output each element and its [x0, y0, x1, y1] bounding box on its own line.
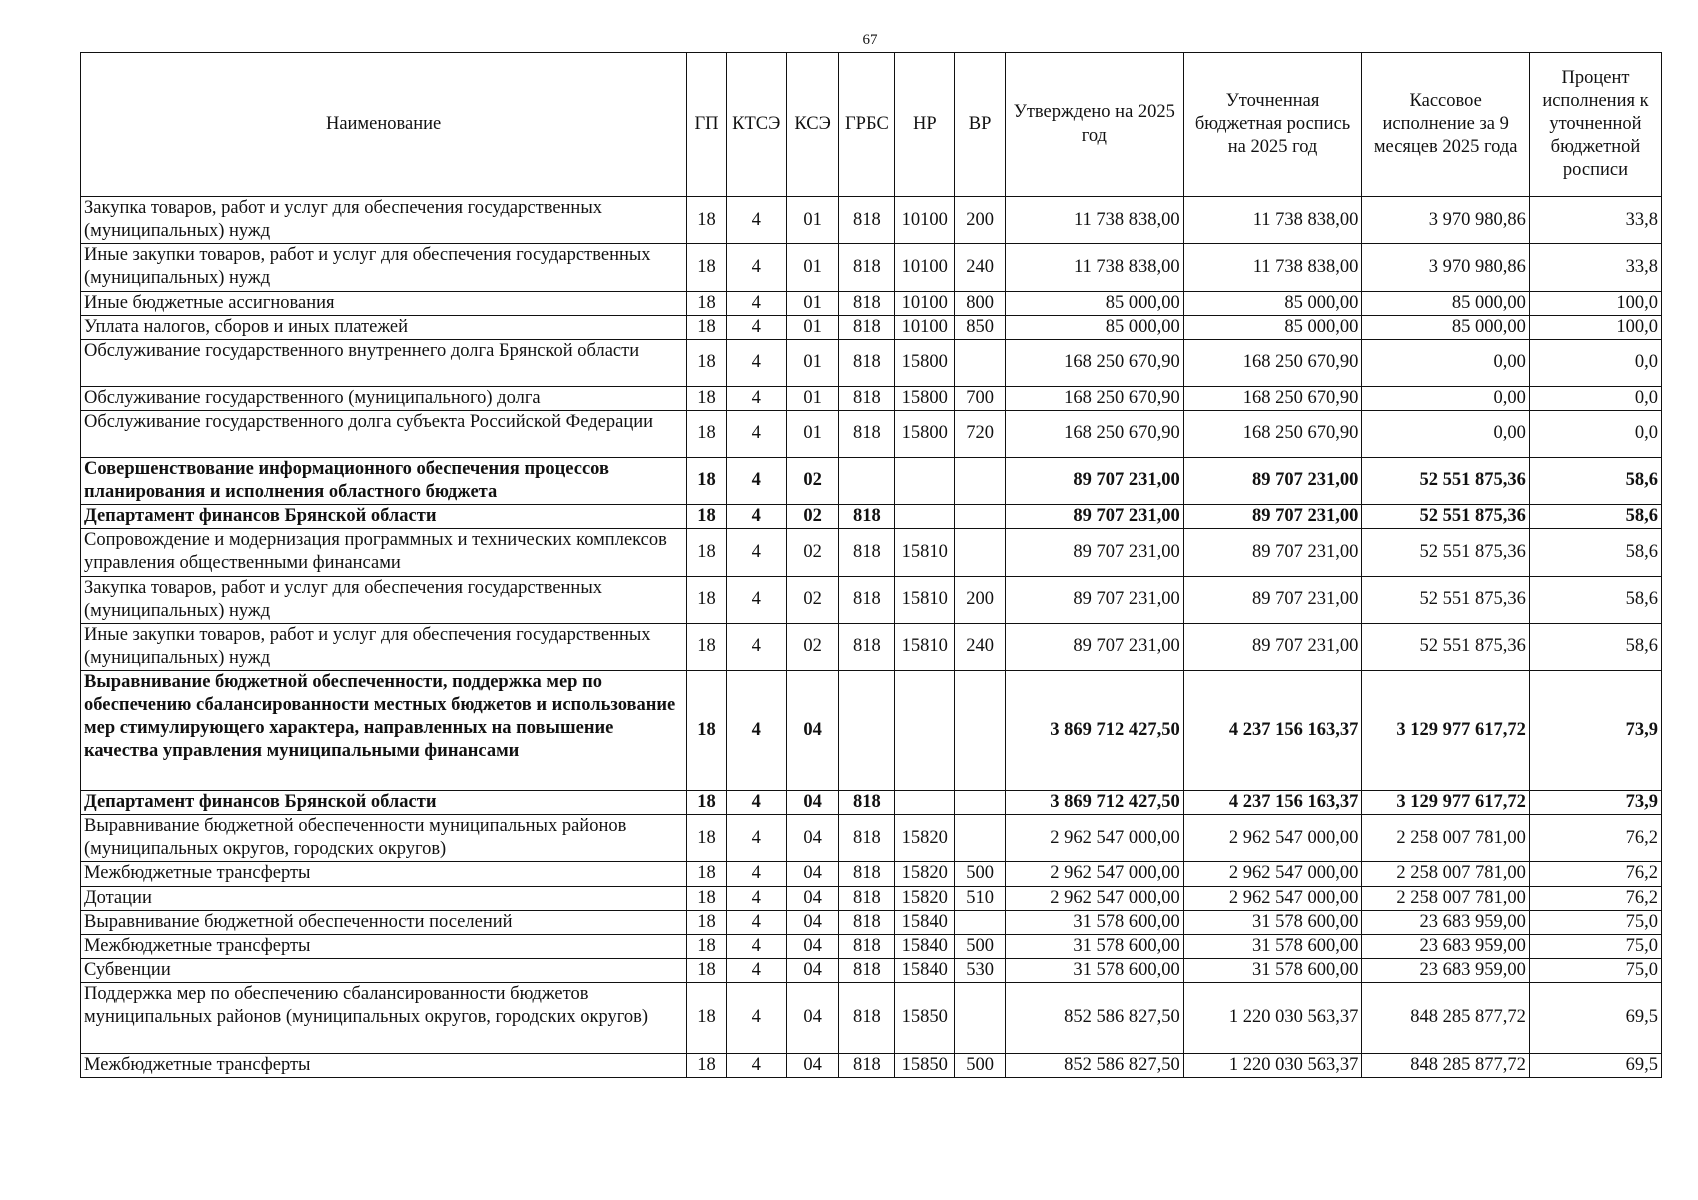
cell-kse: 02	[786, 623, 839, 670]
cell-name: Межбюджетные трансферты	[81, 934, 687, 958]
cell-cash: 848 285 877,72	[1362, 983, 1530, 1054]
cell-grbs: 818	[839, 291, 895, 315]
cell-cash: 2 258 007 781,00	[1362, 815, 1530, 862]
cell-name: Выравнивание бюджетной обеспеченности поселений	[81, 910, 687, 934]
cell-vr	[955, 815, 1006, 862]
cell-refined: 2 962 547 000,00	[1183, 886, 1362, 910]
cell-gp: 18	[687, 529, 727, 576]
cell-vr: 850	[955, 315, 1006, 339]
cell-grbs: 818	[839, 1054, 895, 1078]
cell-kse: 04	[786, 815, 839, 862]
cell-approved: 31 578 600,00	[1006, 934, 1184, 958]
cell-name: Закупка товаров, работ и услуг для обеспечения государственных (муниципальных) нужд	[81, 197, 687, 244]
cell-percent: 75,0	[1529, 910, 1661, 934]
column-header-np: НР	[895, 53, 955, 197]
cell-percent: 76,2	[1529, 862, 1661, 886]
cell-grbs	[839, 457, 895, 504]
cell-ktse: 4	[726, 505, 786, 529]
cell-approved: 2 962 547 000,00	[1006, 815, 1184, 862]
cell-percent: 76,2	[1529, 815, 1661, 862]
cell-kse: 01	[786, 197, 839, 244]
cell-name: Обслуживание государственного (муниципального) долга	[81, 386, 687, 410]
cell-name: Обслуживание государственного долга субъекта Российской Федерации	[81, 410, 687, 457]
cell-ktse: 4	[726, 529, 786, 576]
cell-percent: 73,9	[1529, 671, 1661, 791]
cell-name: Выравнивание бюджетной обеспеченности муниципальных районов (муниципальных округов, городских округов)	[81, 815, 687, 862]
cell-gp: 18	[687, 576, 727, 623]
cell-cash: 3 129 977 617,72	[1362, 791, 1530, 815]
cell-np: 15800	[895, 339, 955, 386]
cell-vr	[955, 671, 1006, 791]
cell-kse: 01	[786, 315, 839, 339]
cell-percent: 58,6	[1529, 529, 1661, 576]
table-row	[81, 983, 1662, 1054]
cell-kse: 02	[786, 457, 839, 504]
cell-gp: 18	[687, 886, 727, 910]
cell-gp: 18	[687, 457, 727, 504]
cell-gp: 18	[687, 671, 727, 791]
table-header-row	[81, 53, 1662, 197]
cell-np: 15800	[895, 386, 955, 410]
cell-np: 15840	[895, 958, 955, 982]
cell-cash: 85 000,00	[1362, 291, 1530, 315]
cell-gp: 18	[687, 815, 727, 862]
cell-cash: 52 551 875,36	[1362, 505, 1530, 529]
cell-cash: 3 129 977 617,72	[1362, 671, 1530, 791]
cell-ktse: 4	[726, 934, 786, 958]
cell-grbs: 818	[839, 315, 895, 339]
cell-approved: 89 707 231,00	[1006, 576, 1184, 623]
cell-name: Поддержка мер по обеспечению сбалансированности бюджетов муниципальных районов (муниципальных округов, городских округов)	[81, 983, 687, 1054]
column-header-percent: Процент исполнения к уточненной бюджетной росписи	[1529, 53, 1661, 197]
cell-kse: 04	[786, 934, 839, 958]
cell-ktse: 4	[726, 410, 786, 457]
cell-grbs	[839, 671, 895, 791]
cell-np: 10100	[895, 315, 955, 339]
cell-gp: 18	[687, 862, 727, 886]
cell-refined: 89 707 231,00	[1183, 576, 1362, 623]
cell-refined: 11 738 838,00	[1183, 197, 1362, 244]
table-row	[81, 529, 1662, 576]
cell-cash: 0,00	[1362, 339, 1530, 386]
table-row	[81, 291, 1662, 315]
cell-vr: 530	[955, 958, 1006, 982]
cell-grbs: 818	[839, 623, 895, 670]
cell-ktse: 4	[726, 576, 786, 623]
cell-refined: 89 707 231,00	[1183, 529, 1362, 576]
cell-grbs: 818	[839, 197, 895, 244]
cell-refined: 4 237 156 163,37	[1183, 671, 1362, 791]
table-row	[81, 934, 1662, 958]
table-row	[81, 315, 1662, 339]
cell-cash: 3 970 980,86	[1362, 244, 1530, 291]
cell-ktse: 4	[726, 862, 786, 886]
cell-kse: 04	[786, 983, 839, 1054]
cell-np: 15820	[895, 886, 955, 910]
cell-vr	[955, 910, 1006, 934]
column-header-refined: Уточненная бюджетная роспись на 2025 год	[1183, 53, 1362, 197]
cell-percent: 75,0	[1529, 934, 1661, 958]
page-number: 67	[862, 32, 878, 48]
cell-grbs: 818	[839, 934, 895, 958]
cell-ktse: 4	[726, 386, 786, 410]
cell-name: Дотации	[81, 886, 687, 910]
column-header-cash: Кассовое исполнение за 9 месяцев 2025 года	[1362, 53, 1530, 197]
cell-kse: 01	[786, 386, 839, 410]
cell-name: Уплата налогов, сборов и иных платежей	[81, 315, 687, 339]
cell-cash: 52 551 875,36	[1362, 529, 1530, 576]
cell-gp: 18	[687, 791, 727, 815]
cell-approved: 89 707 231,00	[1006, 529, 1184, 576]
cell-np: 15820	[895, 815, 955, 862]
cell-approved: 89 707 231,00	[1006, 623, 1184, 670]
cell-ktse: 4	[726, 910, 786, 934]
cell-refined: 4 237 156 163,37	[1183, 791, 1362, 815]
cell-ktse: 4	[726, 623, 786, 670]
cell-approved: 3 869 712 427,50	[1006, 791, 1184, 815]
column-header-name: Наименование	[81, 53, 687, 197]
cell-cash: 52 551 875,36	[1362, 457, 1530, 504]
cell-approved: 168 250 670,90	[1006, 410, 1184, 457]
cell-cash: 848 285 877,72	[1362, 1054, 1530, 1078]
cell-kse: 02	[786, 576, 839, 623]
cell-name: Совершенствование информационного обеспечения процессов планирования и исполнения областного бюджета	[81, 457, 687, 504]
cell-grbs: 818	[839, 244, 895, 291]
cell-ktse: 4	[726, 886, 786, 910]
cell-kse: 04	[786, 886, 839, 910]
cell-vr: 800	[955, 291, 1006, 315]
cell-ktse: 4	[726, 671, 786, 791]
cell-cash: 85 000,00	[1362, 315, 1530, 339]
column-header-approved: Утверждено на 2025 год	[1006, 53, 1184, 197]
cell-grbs: 818	[839, 505, 895, 529]
cell-np: 15810	[895, 576, 955, 623]
cell-grbs: 818	[839, 339, 895, 386]
cell-approved: 2 962 547 000,00	[1006, 886, 1184, 910]
cell-percent: 33,8	[1529, 197, 1661, 244]
cell-gp: 18	[687, 505, 727, 529]
column-header-grbs: ГРБС	[839, 53, 895, 197]
cell-approved: 31 578 600,00	[1006, 910, 1184, 934]
cell-vr	[955, 505, 1006, 529]
cell-grbs: 818	[839, 983, 895, 1054]
cell-percent: 58,6	[1529, 576, 1661, 623]
cell-kse: 04	[786, 1054, 839, 1078]
table-row	[81, 386, 1662, 410]
cell-grbs: 818	[839, 862, 895, 886]
cell-refined: 11 738 838,00	[1183, 244, 1362, 291]
cell-vr: 200	[955, 576, 1006, 623]
cell-kse: 04	[786, 671, 839, 791]
cell-refined: 31 578 600,00	[1183, 910, 1362, 934]
cell-kse: 04	[786, 910, 839, 934]
cell-approved: 89 707 231,00	[1006, 457, 1184, 504]
cell-np	[895, 671, 955, 791]
cell-grbs: 818	[839, 529, 895, 576]
column-header-ktse: КТСЭ	[726, 53, 786, 197]
cell-np: 15810	[895, 529, 955, 576]
cell-refined: 168 250 670,90	[1183, 386, 1362, 410]
cell-refined: 89 707 231,00	[1183, 505, 1362, 529]
cell-cash: 2 258 007 781,00	[1362, 862, 1530, 886]
cell-np: 15810	[895, 623, 955, 670]
cell-vr	[955, 791, 1006, 815]
cell-vr	[955, 339, 1006, 386]
cell-percent: 0,0	[1529, 410, 1661, 457]
cell-vr: 240	[955, 244, 1006, 291]
cell-name: Межбюджетные трансферты	[81, 1054, 687, 1078]
cell-grbs: 818	[839, 410, 895, 457]
cell-approved: 168 250 670,90	[1006, 386, 1184, 410]
cell-kse: 01	[786, 244, 839, 291]
cell-ktse: 4	[726, 958, 786, 982]
cell-grbs: 818	[839, 386, 895, 410]
cell-vr: 500	[955, 934, 1006, 958]
table-row	[81, 958, 1662, 982]
cell-np: 10100	[895, 197, 955, 244]
cell-grbs: 818	[839, 910, 895, 934]
table-row	[81, 197, 1662, 244]
cell-ktse: 4	[726, 197, 786, 244]
cell-approved: 852 586 827,50	[1006, 1054, 1184, 1078]
cell-gp: 18	[687, 623, 727, 670]
table-row	[81, 671, 1662, 791]
cell-percent: 76,2	[1529, 886, 1661, 910]
column-header-gp: ГП	[687, 53, 727, 197]
cell-kse: 02	[786, 505, 839, 529]
cell-vr: 720	[955, 410, 1006, 457]
cell-np	[895, 791, 955, 815]
cell-approved: 85 000,00	[1006, 291, 1184, 315]
cell-percent: 73,9	[1529, 791, 1661, 815]
cell-percent: 58,6	[1529, 623, 1661, 670]
cell-refined: 31 578 600,00	[1183, 958, 1362, 982]
cell-np: 15840	[895, 934, 955, 958]
table-row	[81, 815, 1662, 862]
cell-kse: 02	[786, 529, 839, 576]
cell-np: 10100	[895, 291, 955, 315]
cell-kse: 04	[786, 862, 839, 886]
table-row	[81, 910, 1662, 934]
table-row	[81, 410, 1662, 457]
cell-ktse: 4	[726, 1054, 786, 1078]
cell-name: Иные закупки товаров, работ и услуг для обеспечения государственных (муниципальных) нужд	[81, 623, 687, 670]
cell-gp: 18	[687, 983, 727, 1054]
cell-percent: 33,8	[1529, 244, 1661, 291]
cell-refined: 85 000,00	[1183, 291, 1362, 315]
cell-grbs: 818	[839, 958, 895, 982]
cell-ktse: 4	[726, 339, 786, 386]
cell-vr	[955, 983, 1006, 1054]
cell-vr: 500	[955, 862, 1006, 886]
cell-cash: 52 551 875,36	[1362, 576, 1530, 623]
cell-gp: 18	[687, 910, 727, 934]
cell-name: Закупка товаров, работ и услуг для обеспечения государственных (муниципальных) нужд	[81, 576, 687, 623]
cell-approved: 852 586 827,50	[1006, 983, 1184, 1054]
cell-name: Сопровождение и модернизация программных и технических комплексов управления общественными финансами	[81, 529, 687, 576]
cell-ktse: 4	[726, 291, 786, 315]
cell-name: Иные закупки товаров, работ и услуг для обеспечения государственных (муниципальных) нужд	[81, 244, 687, 291]
column-header-vr: ВР	[955, 53, 1006, 197]
cell-gp: 18	[687, 1054, 727, 1078]
cell-approved: 89 707 231,00	[1006, 505, 1184, 529]
cell-percent: 0,0	[1529, 386, 1661, 410]
table-row	[81, 886, 1662, 910]
cell-percent: 69,5	[1529, 983, 1661, 1054]
cell-ktse: 4	[726, 457, 786, 504]
cell-vr	[955, 529, 1006, 576]
cell-np: 15800	[895, 410, 955, 457]
cell-gp: 18	[687, 958, 727, 982]
cell-grbs: 818	[839, 815, 895, 862]
cell-refined: 85 000,00	[1183, 315, 1362, 339]
cell-gp: 18	[687, 386, 727, 410]
cell-np: 15840	[895, 910, 955, 934]
cell-cash: 52 551 875,36	[1362, 623, 1530, 670]
cell-refined: 168 250 670,90	[1183, 410, 1362, 457]
cell-refined: 1 220 030 563,37	[1183, 1054, 1362, 1078]
cell-percent: 100,0	[1529, 315, 1661, 339]
cell-name: Департамент финансов Брянской области	[81, 791, 687, 815]
cell-cash: 23 683 959,00	[1362, 910, 1530, 934]
cell-refined: 168 250 670,90	[1183, 339, 1362, 386]
cell-approved: 85 000,00	[1006, 315, 1184, 339]
cell-name: Иные бюджетные ассигнования	[81, 291, 687, 315]
cell-grbs: 818	[839, 576, 895, 623]
cell-refined: 2 962 547 000,00	[1183, 815, 1362, 862]
cell-np	[895, 457, 955, 504]
cell-ktse: 4	[726, 315, 786, 339]
cell-refined: 1 220 030 563,37	[1183, 983, 1362, 1054]
cell-np: 10100	[895, 244, 955, 291]
cell-gp: 18	[687, 934, 727, 958]
budget-table	[80, 52, 1662, 1078]
cell-kse: 04	[786, 958, 839, 982]
cell-cash: 23 683 959,00	[1362, 958, 1530, 982]
cell-np: 15820	[895, 862, 955, 886]
cell-percent: 69,5	[1529, 1054, 1661, 1078]
cell-percent: 58,6	[1529, 505, 1661, 529]
cell-gp: 18	[687, 315, 727, 339]
cell-cash: 3 970 980,86	[1362, 197, 1530, 244]
cell-approved: 2 962 547 000,00	[1006, 862, 1184, 886]
cell-vr: 500	[955, 1054, 1006, 1078]
cell-percent: 100,0	[1529, 291, 1661, 315]
table-body	[81, 197, 1662, 1078]
cell-name: Департамент финансов Брянской области	[81, 505, 687, 529]
table-row	[81, 791, 1662, 815]
cell-np: 15850	[895, 983, 955, 1054]
cell-ktse: 4	[726, 983, 786, 1054]
cell-name: Межбюджетные трансферты	[81, 862, 687, 886]
cell-ktse: 4	[726, 244, 786, 291]
cell-approved: 168 250 670,90	[1006, 339, 1184, 386]
cell-gp: 18	[687, 410, 727, 457]
cell-refined: 2 962 547 000,00	[1183, 862, 1362, 886]
cell-percent: 58,6	[1529, 457, 1661, 504]
cell-ktse: 4	[726, 815, 786, 862]
cell-grbs: 818	[839, 886, 895, 910]
table-row	[81, 623, 1662, 670]
cell-approved: 11 738 838,00	[1006, 197, 1184, 244]
cell-name: Выравнивание бюджетной обеспеченности, поддержка мер по обеспечению сбалансированности местных бюджетов и использование мер стимулирующего характера, направленных на повышение качества управления муниципальными финансами	[81, 671, 687, 791]
table-row	[81, 576, 1662, 623]
cell-np	[895, 505, 955, 529]
cell-cash: 2 258 007 781,00	[1362, 886, 1530, 910]
cell-name: Субвенции	[81, 958, 687, 982]
cell-cash: 23 683 959,00	[1362, 934, 1530, 958]
cell-gp: 18	[687, 339, 727, 386]
table-row	[81, 457, 1662, 504]
cell-cash: 0,00	[1362, 386, 1530, 410]
cell-gp: 18	[687, 197, 727, 244]
cell-refined: 31 578 600,00	[1183, 934, 1362, 958]
cell-kse: 01	[786, 291, 839, 315]
cell-vr: 700	[955, 386, 1006, 410]
cell-ktse: 4	[726, 791, 786, 815]
cell-cash: 0,00	[1362, 410, 1530, 457]
cell-percent: 0,0	[1529, 339, 1661, 386]
table-row	[81, 244, 1662, 291]
cell-vr: 200	[955, 197, 1006, 244]
cell-approved: 11 738 838,00	[1006, 244, 1184, 291]
table-row	[81, 862, 1662, 886]
cell-vr: 510	[955, 886, 1006, 910]
cell-np: 15850	[895, 1054, 955, 1078]
cell-grbs: 818	[839, 791, 895, 815]
table-row	[81, 339, 1662, 386]
cell-kse: 04	[786, 791, 839, 815]
table-row	[81, 505, 1662, 529]
cell-name: Обслуживание государственного внутреннего долга Брянской области	[81, 339, 687, 386]
cell-approved: 31 578 600,00	[1006, 958, 1184, 982]
column-header-kse: КСЭ	[786, 53, 839, 197]
cell-gp: 18	[687, 244, 727, 291]
cell-vr	[955, 457, 1006, 504]
cell-kse: 01	[786, 410, 839, 457]
cell-approved: 3 869 712 427,50	[1006, 671, 1184, 791]
cell-refined: 89 707 231,00	[1183, 457, 1362, 504]
cell-percent: 75,0	[1529, 958, 1661, 982]
cell-kse: 01	[786, 339, 839, 386]
cell-vr: 240	[955, 623, 1006, 670]
cell-gp: 18	[687, 291, 727, 315]
cell-refined: 89 707 231,00	[1183, 623, 1362, 670]
table-row	[81, 1054, 1662, 1078]
